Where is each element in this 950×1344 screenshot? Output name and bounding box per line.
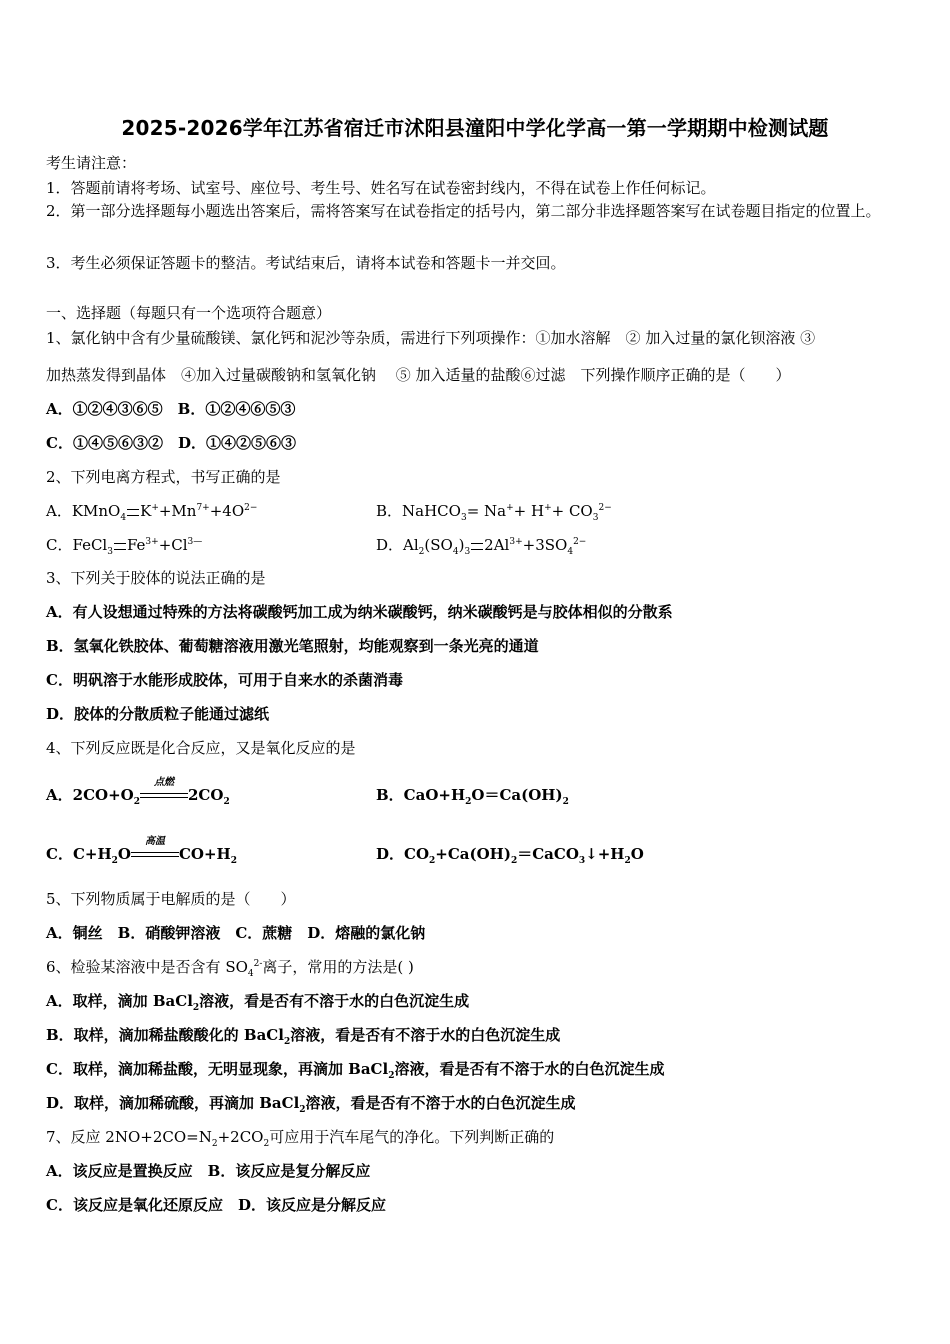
question-6-option-a: A．取样，滴加 BaCl$_2$溶液，看是否有不溶于水的白色沉淀生成 (46, 992, 470, 1013)
question-6-option-d: D．取样，滴加稀硫酸，再滴加 BaCl$_2$溶液，看是否有不溶于水的白色沉淀生成 (46, 1094, 576, 1115)
question-6-option-c: C．取样，滴加稀盐酸，无明显现象，再滴加 BaCl$_2$溶液，看是否有不溶于水的白色沉淀生成 (46, 1060, 665, 1081)
question-6-stem: 6、检验某溶液中是否含有 $SO_4^{2-}$离子，常用的方法是( ) (46, 958, 414, 979)
question-4-option-d: D．$CO_2+Ca(OH)_2=CaCO_3↓+H_2O$ (376, 845, 644, 866)
question-1-stem-cont: 加热蒸发得到晶体 ④加入过量碳酸钠和氢氧化钠 ⑤ 加入适量的盐酸⑥过滤 下列操作顺序正确的是（ ） (46, 366, 791, 384)
question-5-options: A．铜丝 B．硝酸钾溶液 C．蔗糖 D．熔融的氯化钠 (46, 924, 426, 942)
question-1-options-cd: C．①④⑤⑥③② D．①④②⑤⑥③ (46, 434, 296, 452)
question-2-option-c: C．FeCl$_3$ $Fe^{3+}+Cl^{3—}$ (46, 536, 203, 557)
reaction-condition-arrow: 点燃 (140, 789, 188, 803)
question-1-stem: 1、氯化钠中含有少量硫酸镁、氯化钙和泥沙等杂质，需进行下列项操作：①加水溶解 ② 加入过量的氯化钡溶液 ③ (46, 329, 816, 347)
question-2-option-a: A．KMnO$_4$ $K^++Mn^{7+}+4O^{2-}$ (46, 502, 258, 523)
notice-item: 2．第一部分选择题每小题选出答案后，需将答案写在试卷指定的括号内，第二部分非选择题答案写在试卷题目指定的位置上。 (46, 202, 881, 220)
question-7-options-ab: A．该反应是置换反应 B．该反应是复分解反应 (46, 1162, 371, 1180)
question-3-stem: 3、下列关于胶体的说法正确的是 (46, 569, 266, 587)
question-4-option-b: B．$CaO+H_2O=Ca(OH)_2$ (376, 786, 569, 807)
section-heading: 一、选择题（每题只有一个选项符合题意） (46, 304, 332, 322)
question-2-stem: 2、下列电离方程式，书写正确的是 (46, 468, 281, 486)
question-4-option-c: C．$C+H_2O$ 高温 $CO+H_2$ (46, 836, 237, 866)
question-2-option-b: B．NaHCO$_3$= $Na^++ H^++ CO_3^{2-}$ (376, 502, 612, 523)
question-2-option-d: D．$Al_2(SO_4)_3$ $2Al^{3+}+3SO_4^{2-}$ (376, 536, 587, 557)
question-1-options-ab: A．①②④③⑥⑤ B．①②④⑥⑤③ (46, 400, 296, 418)
question-5-stem: 5、下列物质属于电解质的是（ ） (46, 890, 296, 908)
question-3-option-a: A．有人设想通过特殊的方法将碳酸钙加工成为纳米碳酸钙，纳米碳酸钙是与胶体相似的分散系 (46, 603, 673, 621)
question-3-option-b: B．氢氧化铁胶体、葡萄糖溶液用激光笔照射，均能观察到一条光亮的通道 (46, 637, 539, 655)
reaction-condition-arrow: 高温 (131, 848, 179, 862)
question-3-option-d: D．胶体的分散质粒子能通过滤纸 (46, 705, 270, 723)
question-3-option-c: C．明矾溶于水能形成胶体，可用于自来水的杀菌消毒 (46, 671, 403, 689)
notice-item: 3．考生必须保证答题卡的整洁。考试结束后，请将本试卷和答题卡一并交回。 (46, 254, 566, 272)
notice-item: 1．答题前请将考场、试室号、座位号、考生号、姓名写在试卷密封线内，不得在试卷上作任何标记。 (46, 179, 716, 197)
question-7-stem: 7、反应 $2NO+2CO=N_2+2CO_2$可应用于汽车尾气的净化。下列判断正确的 (46, 1128, 555, 1149)
question-6-option-b: B．取样，滴加稀盐酸酸化的 BaCl$_2$溶液，看是否有不溶于水的白色沉淀生成 (46, 1026, 561, 1047)
question-7-options-cd: C．该反应是氧化还原反应 D．该反应是分解反应 (46, 1196, 386, 1214)
page-title: 2025-2026学年江苏省宿迁市沭阳县潼阳中学化学高一第一学期期中检测试题 (121, 116, 829, 140)
question-4-option-a: A．$2CO+O_2$ 点燃 $2CO_2$ (46, 777, 230, 807)
notice-heading: 考生请注意： (46, 154, 137, 172)
question-4-stem: 4、下列反应既是化合反应，又是氧化反应的是 (46, 739, 356, 757)
